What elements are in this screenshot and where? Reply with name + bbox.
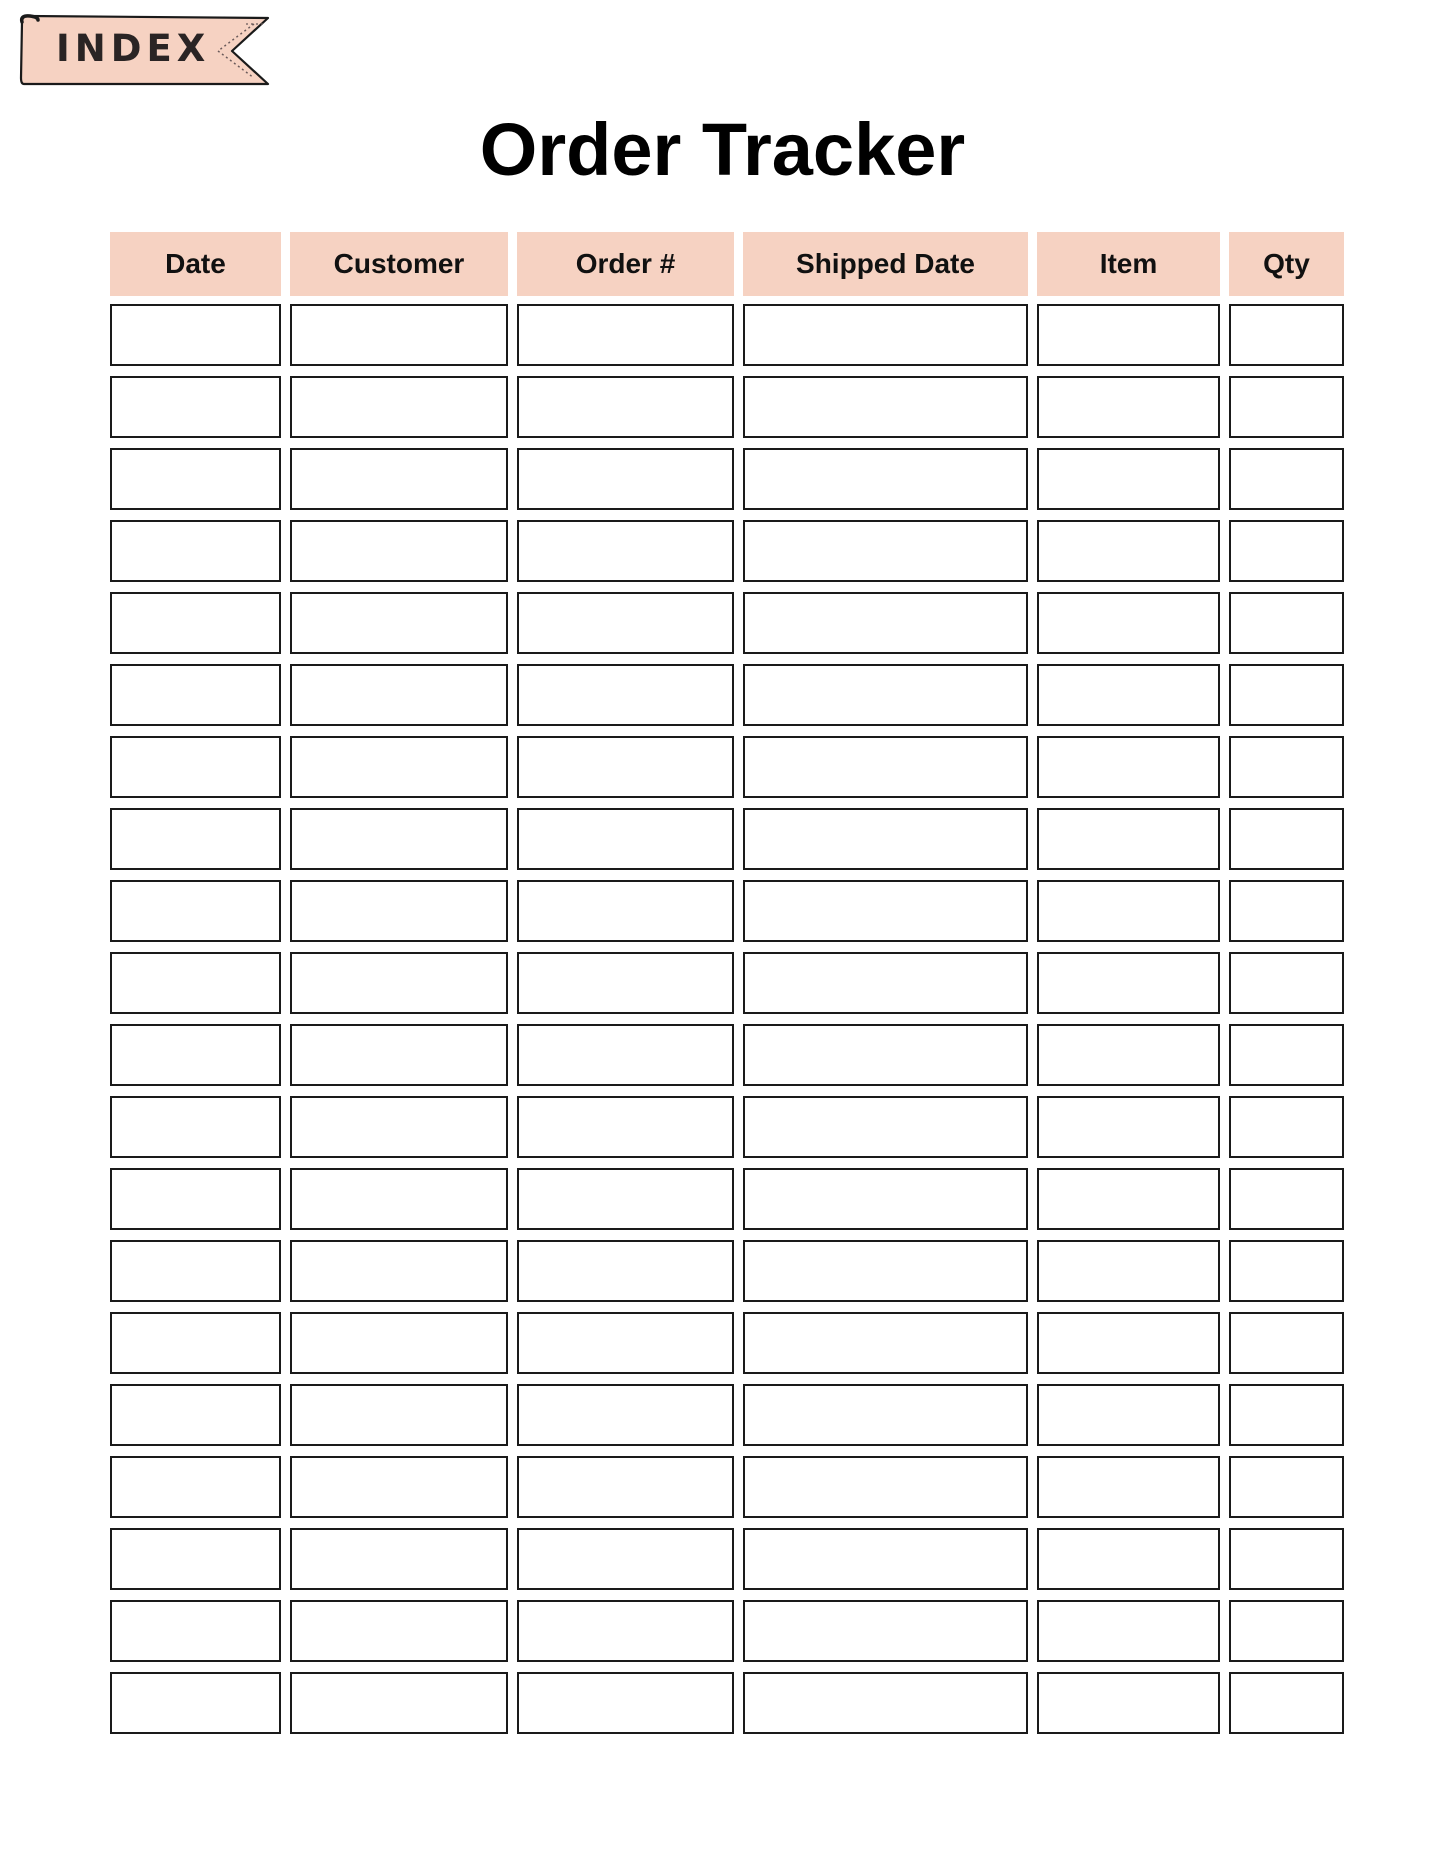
- cell-order-number[interactable]: [517, 1024, 734, 1086]
- cell-order-number[interactable]: [517, 1672, 734, 1734]
- cell-customer[interactable]: [290, 448, 508, 510]
- column-header-customer: Customer: [290, 232, 508, 296]
- cell-item[interactable]: [1037, 376, 1220, 438]
- cell-date[interactable]: [110, 1096, 281, 1158]
- cell-qty[interactable]: [1229, 376, 1344, 438]
- cell-shipped-date[interactable]: [743, 1600, 1028, 1662]
- cell-date[interactable]: [110, 520, 281, 582]
- cell-shipped-date[interactable]: [743, 1456, 1028, 1518]
- cell-item[interactable]: [1037, 1528, 1220, 1590]
- cell-qty[interactable]: [1229, 664, 1344, 726]
- cell-order-number[interactable]: [517, 448, 734, 510]
- cell-customer[interactable]: [290, 1024, 508, 1086]
- cell-shipped-date[interactable]: [743, 1672, 1028, 1734]
- cell-date[interactable]: [110, 1024, 281, 1086]
- column-header-shipped-date: Shipped Date: [743, 232, 1028, 296]
- cell-qty[interactable]: [1229, 808, 1344, 870]
- cell-shipped-date[interactable]: [743, 1168, 1028, 1230]
- cell-shipped-date[interactable]: [743, 592, 1028, 654]
- cell-item[interactable]: [1037, 1456, 1220, 1518]
- cell-item[interactable]: [1037, 1600, 1220, 1662]
- cell-customer[interactable]: [290, 1672, 508, 1734]
- cell-qty[interactable]: [1229, 1096, 1344, 1158]
- cell-customer[interactable]: [290, 1456, 508, 1518]
- cell-order-number[interactable]: [517, 1312, 734, 1374]
- cell-customer[interactable]: [290, 1312, 508, 1374]
- cell-order-number[interactable]: [517, 304, 734, 366]
- cell-date[interactable]: [110, 1672, 281, 1734]
- cell-order-number[interactable]: [517, 1096, 734, 1158]
- cell-qty[interactable]: [1229, 448, 1344, 510]
- cell-item[interactable]: [1037, 304, 1220, 366]
- cell-item[interactable]: [1037, 880, 1220, 942]
- cell-item[interactable]: [1037, 520, 1220, 582]
- cell-date[interactable]: [110, 1528, 281, 1590]
- column-header-order-number: Order #: [517, 232, 734, 296]
- cell-qty[interactable]: [1229, 592, 1344, 654]
- cell-order-number[interactable]: [517, 1456, 734, 1518]
- cell-date[interactable]: [110, 880, 281, 942]
- cell-date[interactable]: [110, 376, 281, 438]
- cell-item[interactable]: [1037, 1312, 1220, 1374]
- cell-item[interactable]: [1037, 664, 1220, 726]
- order-tracker-table: [110, 232, 1338, 1744]
- cell-customer[interactable]: [290, 1384, 508, 1446]
- cell-date[interactable]: [110, 448, 281, 510]
- cell-qty[interactable]: [1229, 952, 1344, 1014]
- cell-date[interactable]: [110, 952, 281, 1014]
- cell-shipped-date[interactable]: [743, 880, 1028, 942]
- cell-shipped-date[interactable]: [743, 520, 1028, 582]
- cell-item[interactable]: [1037, 592, 1220, 654]
- cell-qty[interactable]: [1229, 1600, 1344, 1662]
- cell-order-number[interactable]: [517, 736, 734, 798]
- cell-order-number[interactable]: [517, 1384, 734, 1446]
- cell-order-number[interactable]: [517, 1528, 734, 1590]
- cell-order-number[interactable]: [517, 664, 734, 726]
- cell-item[interactable]: [1037, 448, 1220, 510]
- cell-item[interactable]: [1037, 1672, 1220, 1734]
- cell-shipped-date[interactable]: [743, 1312, 1028, 1374]
- cell-order-number[interactable]: [517, 376, 734, 438]
- cell-order-number[interactable]: [517, 520, 734, 582]
- cell-shipped-date[interactable]: [743, 376, 1028, 438]
- cell-item[interactable]: [1037, 808, 1220, 870]
- cell-customer[interactable]: [290, 1600, 508, 1662]
- cell-date[interactable]: [110, 1600, 281, 1662]
- cell-order-number[interactable]: [517, 1240, 734, 1302]
- cell-customer[interactable]: [290, 304, 508, 366]
- cell-shipped-date[interactable]: [743, 1528, 1028, 1590]
- cell-date[interactable]: [110, 1384, 281, 1446]
- cell-customer[interactable]: [290, 880, 508, 942]
- cell-date[interactable]: [110, 808, 281, 870]
- cell-qty[interactable]: [1229, 1312, 1344, 1374]
- cell-qty[interactable]: [1229, 1240, 1344, 1302]
- cell-date[interactable]: [110, 592, 281, 654]
- cell-order-number[interactable]: [517, 880, 734, 942]
- cell-qty[interactable]: [1229, 1456, 1344, 1518]
- cell-date[interactable]: [110, 664, 281, 726]
- cell-order-number[interactable]: [517, 808, 734, 870]
- cell-item[interactable]: [1037, 1096, 1220, 1158]
- cell-date[interactable]: [110, 736, 281, 798]
- cell-shipped-date[interactable]: [743, 1024, 1028, 1086]
- cell-shipped-date[interactable]: [743, 736, 1028, 798]
- cell-customer[interactable]: [290, 1528, 508, 1590]
- cell-qty[interactable]: [1229, 1384, 1344, 1446]
- cell-customer[interactable]: [290, 664, 508, 726]
- cell-customer[interactable]: [290, 520, 508, 582]
- cell-customer[interactable]: [290, 376, 508, 438]
- cell-item[interactable]: [1037, 1240, 1220, 1302]
- cell-date[interactable]: [110, 1168, 281, 1230]
- cell-shipped-date[interactable]: [743, 1240, 1028, 1302]
- cell-qty[interactable]: [1229, 1024, 1344, 1086]
- column-header-item: Item: [1037, 232, 1220, 296]
- cell-item[interactable]: [1037, 952, 1220, 1014]
- page-title: Order Tracker: [479, 108, 966, 191]
- index-label: INDEX: [56, 27, 211, 70]
- cell-qty[interactable]: [1229, 1672, 1344, 1734]
- cell-shipped-date[interactable]: [743, 808, 1028, 870]
- cell-item[interactable]: [1037, 1168, 1220, 1230]
- cell-shipped-date[interactable]: [743, 304, 1028, 366]
- cell-date[interactable]: [110, 1240, 281, 1302]
- cell-customer[interactable]: [290, 1240, 508, 1302]
- cell-order-number[interactable]: [517, 952, 734, 1014]
- cell-date[interactable]: [110, 1312, 281, 1374]
- cell-item[interactable]: [1037, 1384, 1220, 1446]
- column-header-date: Date: [110, 232, 281, 296]
- cell-shipped-date[interactable]: [743, 448, 1028, 510]
- cell-date[interactable]: [110, 304, 281, 366]
- cell-shipped-date[interactable]: [743, 952, 1028, 1014]
- column-header-qty: Qty: [1229, 232, 1344, 296]
- cell-item[interactable]: [1037, 736, 1220, 798]
- cell-shipped-date[interactable]: [743, 1096, 1028, 1158]
- cell-qty[interactable]: [1229, 520, 1344, 582]
- cell-qty[interactable]: [1229, 304, 1344, 366]
- index-tab-button[interactable]: [18, 14, 270, 86]
- cell-order-number[interactable]: [517, 1600, 734, 1662]
- cell-shipped-date[interactable]: [743, 664, 1028, 726]
- cell-qty[interactable]: [1229, 1528, 1344, 1590]
- cell-customer[interactable]: [290, 808, 508, 870]
- cell-shipped-date[interactable]: [743, 1384, 1028, 1446]
- cell-order-number[interactable]: [517, 592, 734, 654]
- cell-customer[interactable]: [290, 736, 508, 798]
- cell-qty[interactable]: [1229, 880, 1344, 942]
- cell-customer[interactable]: [290, 952, 508, 1014]
- cell-customer[interactable]: [290, 1168, 508, 1230]
- cell-customer[interactable]: [290, 1096, 508, 1158]
- cell-item[interactable]: [1037, 1024, 1220, 1086]
- cell-qty[interactable]: [1229, 736, 1344, 798]
- cell-date[interactable]: [110, 1456, 281, 1518]
- cell-customer[interactable]: [290, 592, 508, 654]
- cell-order-number[interactable]: [517, 1168, 734, 1230]
- cell-qty[interactable]: [1229, 1168, 1344, 1230]
